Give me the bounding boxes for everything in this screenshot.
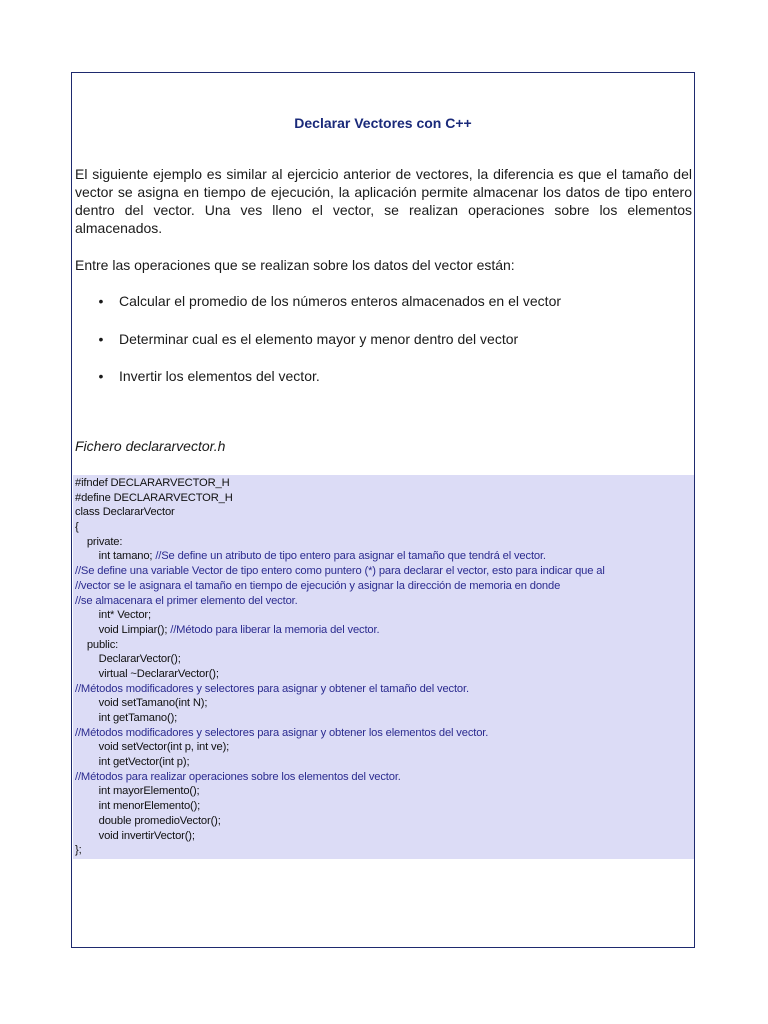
list-item-text: Calcular el promedio de los números enteros almacenados en el vector bbox=[119, 293, 562, 309]
code-comment: //vector se le asignara el tamaño en tiempo de ejecución y asignar la dirección de memoria en donde bbox=[75, 579, 561, 592]
code-text: int* Vector; bbox=[75, 609, 151, 622]
code-text: int tamano; bbox=[75, 550, 156, 563]
code-text: #define DECLARARVECTOR_H bbox=[75, 491, 233, 504]
code-line bbox=[73, 505, 694, 520]
code-line bbox=[73, 491, 694, 506]
code-text: #ifndef DECLARARVECTOR_H bbox=[75, 477, 230, 489]
code-comment: //Métodos modificadores y selectores para asignar y obtener los elementos del vector. bbox=[75, 726, 489, 739]
code-line bbox=[73, 829, 694, 844]
code-text: void setTamano(int N); bbox=[75, 697, 208, 710]
code-line bbox=[73, 696, 694, 711]
list-item bbox=[72, 292, 561, 330]
document-title: Declarar Vectores con C++ bbox=[294, 115, 472, 131]
code-line bbox=[73, 726, 694, 741]
list-item-text: Invertir los elementos del vector. bbox=[119, 368, 320, 384]
code-text: int getVector(int p); bbox=[75, 756, 190, 769]
code-line bbox=[73, 594, 694, 609]
code-text: void setVector(int p, int ve); bbox=[75, 741, 230, 754]
operations-list bbox=[72, 292, 561, 405]
code-text: DeclararVector(); bbox=[75, 653, 181, 666]
list-item bbox=[72, 367, 561, 405]
code-text: private: bbox=[75, 535, 123, 548]
code-line bbox=[73, 652, 694, 667]
code-line bbox=[73, 770, 694, 785]
list-item-text: Determinar cual es el elemento mayor y menor dentro del vector bbox=[119, 330, 519, 347]
code-line bbox=[73, 667, 694, 682]
code-text: class DeclararVector bbox=[75, 506, 175, 519]
code-text: public: bbox=[75, 638, 119, 651]
code-comment: //Se define un atributo de tipo entero para asignar el tamaño que tendrá el vector. bbox=[155, 550, 546, 563]
code-line bbox=[73, 623, 694, 638]
bullet-icon: • bbox=[98, 293, 104, 309]
code-line bbox=[73, 549, 694, 564]
code-line bbox=[73, 740, 694, 755]
code-comment: //Métodos para realizar operaciones sobre los elementos del vector. bbox=[75, 770, 401, 783]
code-line bbox=[73, 799, 694, 814]
code-line bbox=[73, 755, 694, 770]
bullet-icon: • bbox=[98, 330, 104, 347]
code-line bbox=[73, 814, 694, 829]
code-text: int getTamano(); bbox=[75, 712, 178, 724]
document-page bbox=[71, 72, 695, 948]
code-text: double promedioVector(); bbox=[75, 814, 221, 827]
code-comment: //se almacenara el primer elemento del vector. bbox=[75, 594, 298, 607]
code-text: int menorElemento(); bbox=[75, 800, 201, 813]
code-comment: //Método para liberar la memoria del vector. bbox=[170, 623, 380, 636]
list-item bbox=[72, 330, 561, 368]
code-line bbox=[73, 608, 694, 623]
code-line bbox=[73, 520, 694, 535]
code-text: void Limpiar(); bbox=[75, 623, 171, 636]
code-line bbox=[73, 535, 694, 550]
code-line bbox=[73, 711, 694, 726]
bullet-icon: • bbox=[98, 368, 104, 384]
code-block bbox=[73, 475, 694, 859]
code-line bbox=[73, 638, 694, 653]
code-comment: //Métodos modificadores y selectores para asignar y obtener el tamaño del vector. bbox=[75, 682, 469, 695]
code-line bbox=[73, 784, 694, 799]
code-line bbox=[73, 682, 694, 697]
code-text: { bbox=[75, 521, 79, 534]
code-line bbox=[73, 476, 694, 491]
operations-intro: Entre las operaciones que se realizan sobre los datos del vector están: bbox=[75, 257, 515, 273]
code-text: }; bbox=[75, 844, 82, 857]
code-text: void invertirVector(); bbox=[75, 829, 195, 842]
intro-paragraph: El siguiente ejemplo es similar al ejercicio anterior de vectores, la diferencia es que el tamaño del vector se asigna en tiempo de ejecución, la aplicación permite almacenar los datos de tipo entero dentro del vector. Una ves lleno el vector, se realizan operaciones sobre los elementos almacenados. bbox=[75, 166, 692, 236]
code-text: virtual ~DeclararVector(); bbox=[75, 667, 219, 680]
code-text: int mayorElemento(); bbox=[75, 785, 200, 798]
code-line bbox=[73, 579, 694, 594]
file-caption: Fichero declararvector.h bbox=[75, 438, 226, 454]
code-line bbox=[73, 843, 694, 858]
code-line bbox=[73, 564, 694, 579]
code-comment: //Se define una variable Vector de tipo entero como puntero (*) para declarar el vector, esto para indicar que al bbox=[75, 565, 605, 578]
